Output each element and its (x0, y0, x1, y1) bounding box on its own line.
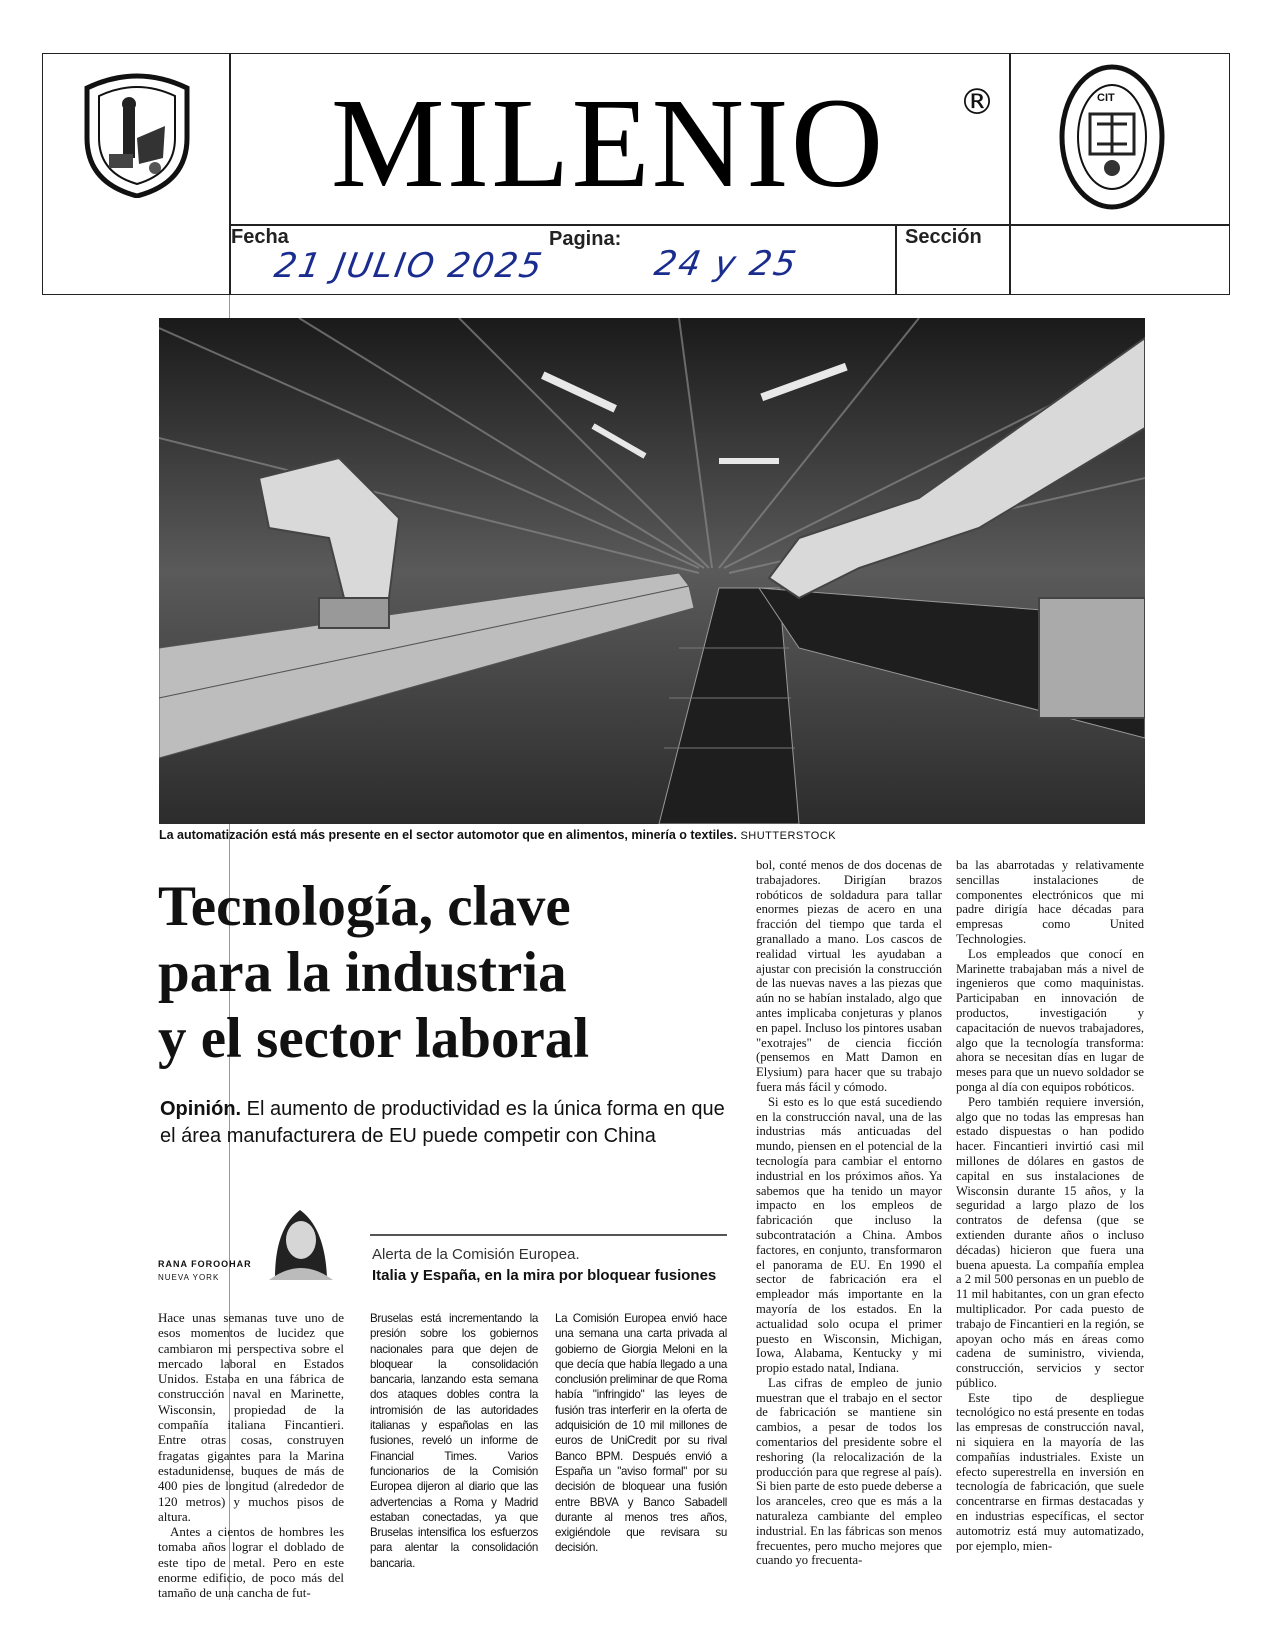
headline-line: Tecnología, clave (158, 875, 571, 938)
fecha-value: 21 JULIO 2025 (271, 246, 547, 286)
union-seal-logo (75, 68, 199, 198)
pagina-label: Pagina: (549, 228, 622, 250)
headline-line: para la industria (158, 941, 567, 1004)
fecha-label: Fecha (231, 226, 289, 248)
pagina-value: 24 y 25 (651, 244, 801, 284)
paragraph: Los empleados que conocí en Marinette trabajaban más a nivel de ingenieros que como maquinistas. Participaban en innovación de productos, investigación y capacitación de nuevos trabajadores, algo que la tecnología transforma: ahora se necesitan días en lugar de meses para que un nuevo soldador se ponga al día con equipos robóticos. (956, 946, 1144, 1094)
divider (229, 54, 231, 294)
article-deck (160, 1096, 730, 1150)
deck-kicker: Opinión. (160, 1098, 242, 1120)
photo-caption (159, 828, 1145, 842)
sidebar-column-1 (370, 1311, 538, 1571)
article-column-1 (158, 1310, 344, 1601)
sidebar-title: Italia y España, en la mira por bloquear fusiones (372, 1267, 717, 1284)
paragraph: ba las abarrotadas y relativamente sencillas instalaciones de componentes electrónicos que mi padre dirigía hace décadas para empresas como United Technologies. (956, 858, 1144, 946)
cit-seal-logo (1057, 64, 1167, 210)
cit-abbrev: CIT (1097, 92, 1115, 104)
paragraph: Hace unas semanas tuve uno de esos momentos de lucidez que cambiaron mi perspectiva sobre el mercado laboral en Estados Unidos. Estaba en una fábrica de construcción naval en Marinette, Wisconsin, propiedad de la compañía italiana Fincantieri. Entre otras cosas, construyen fragatas gigantes para la Marina estadunidense, buques de más de 400 pies de longitud (alrededor de 120 metros) y muchos pisos de altura. (158, 1310, 344, 1524)
photo-credit: SHUTTERSTOCK (740, 830, 837, 842)
paragraph: Bruselas está incrementando la presión sobre los gobiernos nacionales para que dejen de bloquear la consolidación bancaria, lanzando esta semana dos ataques dobles contra la intromisión de las autoridades italianas y españolas en las fusiones, reveló un informe de Financial Times. Varios funcionarios de la Comisión Europea dijeron al diario que las advertencias a Roma y Madrid estaban conectadas, ya que Bruselas intensifica los esfuerzos para alentar la consolidación bancaria. (370, 1312, 538, 1570)
paragraph: Las cifras de empleo de junio muestran que el trabajo en el sector de fabricación se mantiene sin cambios, a pesar de todos los comentarios del presidente sobre el reshoring (la relocalización de la producción para que regrese al país). Si bien parte de esto puede deberse a los aranceles, creo que es más a la naturaleza cambiante del empleo industrial. En las fábricas son menos frecuentes, pero mucho mejores que cuando yo frecuenta- (756, 1375, 942, 1568)
masthead-logo: MILENIO (330, 72, 886, 214)
divider (895, 224, 897, 294)
paragraph: Este tipo de despliegue tecnológico no está presente en todas las empresas de construcción naval, ni siquiera en la mayoría de las compañías industriales. Existe un efecto superestrella en inversión en tecnología de fabricación, que suele concentrarse en firmas destacadas y en industrias específicas, el sector automotriz está muy automatizado, por ejemplo, mien- (956, 1390, 1144, 1553)
divider (1009, 54, 1011, 294)
author-byline (158, 1258, 252, 1284)
factory-robots-photo (159, 318, 1145, 824)
article-column-3 (956, 858, 1144, 1553)
paragraph: Pero también requiere inversión, algo que no todas las empresas han estado dispuestas o han podido hacer. Fincantieri invirtió casi mil millones de dólares en gastos de capital en sus instalaciones de Wisconsin durante 15 años, y la seguridad a largo plazo de los contratos de defensa (que se extienden durante años o incluso décadas) hicieron que fuera una buena apuesta. La compañía emplea a 2 mil 500 personas en un pueblo de 11 mil habitantes, con un gran efecto multiplicador. Por cada puesto de trabajo de Fincantieri en la región, se apoyan ocho más en áreas como cadena de suministro, vivienda, construcción, servicios y sector público. (956, 1094, 1144, 1390)
sidebar-kicker: Alerta de la Comisión Europea. (372, 1246, 580, 1263)
article-column-2 (756, 858, 942, 1568)
deck-text: El aumento de productividad es la única forma en que el área manufacturera de EU puede competir con China (160, 1098, 725, 1147)
registered-mark: ® (959, 82, 995, 123)
author-city: NUEVA YORK (158, 1273, 220, 1282)
paragraph: bol, conté menos de dos docenas de trabajadores. Dirigían brazos robóticos de soldadura para tallar enormes piezas de acero en una fracción del tiempo que tarda el granallado a mano. Los cascos de realidad virtual les ayudaban a ajustar con precisión la construcción de las nuevas naves a las piezas que aún no se habían instalado, algo que antes implicaba conjeturas y planos en papel. Incluso los pintores usaban "exotrajes" de ciencia ficción (pensemos en Matt Damon en Elysium) para hacer que su trabajo fuera más fácil y cómodo. (756, 858, 942, 1094)
headline-line: y el sector laboral (158, 1007, 590, 1070)
author-photo (255, 1198, 345, 1280)
sidebar-rule (370, 1234, 727, 1236)
sidebar-column-2 (555, 1311, 727, 1556)
divider (229, 224, 1229, 226)
seccion-label: Sección (905, 226, 982, 248)
article-headline (158, 874, 738, 1072)
author-name: RANA FOROOHAR (158, 1259, 252, 1269)
clipping-header (42, 53, 1230, 295)
paragraph: Antes a cientos de hombres les tomaba años lograr el doblado de este tipo de metal. Pero en este enorme edificio, de poco más del tamaño de una cancha de fut- (158, 1524, 344, 1601)
paragraph: Si esto es lo que está sucediendo en la construcción naval, una de las industrias más anticuadas del mundo, piensen en el potencial de la tecnología para cambiar el entorno industrial en los próximos años. Ya sabemos que ha tenido un mayor impacto en los empleos de fabricación que incluso la subcontratación a China. Ambos factores, en conjunto, transformaron el panorama de EU. En 1990 el sector de fabricación era el empleador más importante en la mayoría de los estados. En la actualidad solo ocupa el primer puesto en Wisconsin, Michigan, Iowa, Alabama, Kentucky y mi propio estado natal, Indiana. (756, 1094, 942, 1376)
paragraph: La Comisión Europea envió hace una semana una carta privada al gobierno de Giorgia Meloni en la que decía que había llegado a una conclusión preliminar de que Roma había "infringido" las leyes de fusión tras interferir en la oferta de adquisición de 10 mil millones de euros de UniCredit por su rival Banco BPM. Después envió a España un "aviso formal" por su decisión de bloquear una fusión entre BBVA y Banco Sabadell durante al menos tres años, exigiéndole que revisara su decisión. (555, 1312, 727, 1555)
caption-text: La automatización está más presente en el sector automotor que en alimentos, minería o textiles. (159, 828, 737, 842)
